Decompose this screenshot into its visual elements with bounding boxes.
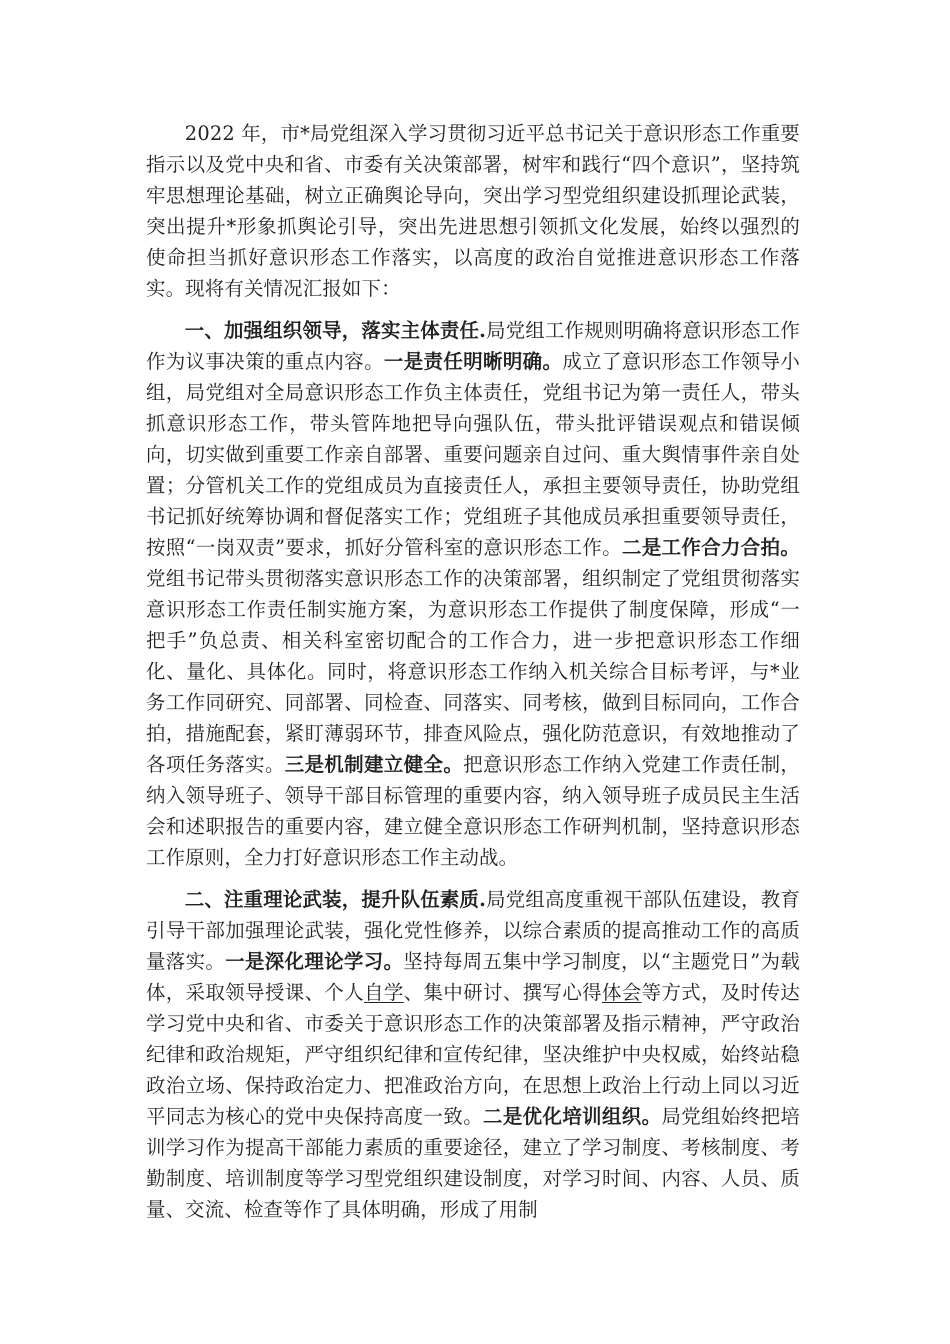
section-two-paragraph [146,884,800,1225]
section-one-point-2: 二是工作合力合拍。 [622,536,800,559]
section-one-heading: 一、加强组织领导，落实主体责任. [184,319,487,342]
intro-text: 2022 年，市*局党组深入学习贯彻习近平总书记关于意识形态工作重要指示以及党中央和省、市委有关决策部署，树牢和践行“四个意识”，坚持筑牢思想理论基础，树立正确舆论导向，突出学习型党组织建设抓理论武装，突出提升*形象抓舆论引导，突出先进思想引领抓文化发展，始终以强烈的使命担当抓好意识形态工作落实，以高度的政治自觉推进意识形态工作落实。现将有关情况汇报如下： [146,122,800,300]
section-one-paragraph [146,315,800,873]
section-two-point-1: 一是深化理论学习。 [225,950,404,973]
section-two-text-2b: 、集中研讨、撰写心得 [403,981,602,1004]
section-two-point-2: 二是优化培训组织。 [483,1105,662,1128]
section-two-text-3: 局党组始终把培训学习作为提高干部能力素质的重要途径，建立了学习制度、考核制度、考勤制度、培训制度等学习型党组织建设制度，对学习时间、内容、人员、质量、交流、检查等作了具体明确，形成了用制 [146,1105,800,1221]
section-one-text-2: 成立了意识形态工作领导小组，局党组对全局意识形态工作负主体责任，党组书记为第一责任人，带头抓意识形态工作，带头管阵地把导向强队伍，带头批评错误观点和错误倾向，切实做到重要工作亲自部署、重要问题亲自过问、重大舆情事件亲自处置；分管机关工作的党组成员为直接责任人，承担主要领导责任，协助党组书记抓好统筹协调和督促落实工作；党组班子其他成员承担重要领导责任，按照“一岗双责”要求，抓好分管科室的意识形态工作。 [146,350,800,559]
underlined-word-experience: 体会 [601,981,642,1004]
section-one-text-3: 党组书记带头贯彻落实意识形态工作的决策部署，组织制定了党组贯彻落实意识形态工作责任制实施方案，为意识形态工作提供了制度保障，形成“一把手”负总责、相关科室密切配合的工作合力，进一步把意识形态工作细化、量化、具体化。同时，将意识形态工作纳入机关综合目标考评，与*业务工作同研究、同部署、同检查、同落实、同考核，做到目标同向，工作合拍，措施配套，紧盯薄弱环节，排查风险点，强化防范意识，有效地推动了各项任务落实。 [146,567,800,776]
section-two-text-2a: 坚持每周五集中学习制度，以“主题党日”为载体，采取领导授课、个人 [146,950,800,1004]
section-one-text-4: 把意识形态工作纳入党建工作责任制，纳入领导班子、领导干部目标管理的重要内容，纳入领导班子成员民主生活会和述职报告的重要内容，建立健全意识形态工作研判机制，坚持意识形态工作原则，全力打好意识形态工作主动战。 [146,753,800,869]
section-one-text-1: 局党组工作规则明确将意识形态工作作为议事决策的重点内容。 [146,319,800,373]
intro-paragraph [146,118,800,304]
section-one-point-3: 三是机制建立健全。 [284,753,464,776]
underlined-word-self-study: 自学 [364,981,404,1004]
section-two-text-1: 局党组高度重视干部队伍建设，教育引导干部加强理论武装，强化党性修养，以综合素质的提高推动工作的高质量落实。 [146,888,800,973]
section-two-heading: 二、注重理论武装，提升队伍素质. [184,888,487,911]
section-two-text-2c: 等方式，及时传达学习党中央和省、市委关于意识形态工作的决策部署及指示精神，严守政治纪律和政治规矩，严守组织纪律和宣传纪律，坚决维护中央权威，始终站稳政治立场、保持政治定力、把准政治方向，在思想上政治上行动上同以习近平同志为核心的党中央保持高度一致。 [146,981,801,1128]
section-one-point-1: 一是责任明晰明确。 [383,350,563,373]
